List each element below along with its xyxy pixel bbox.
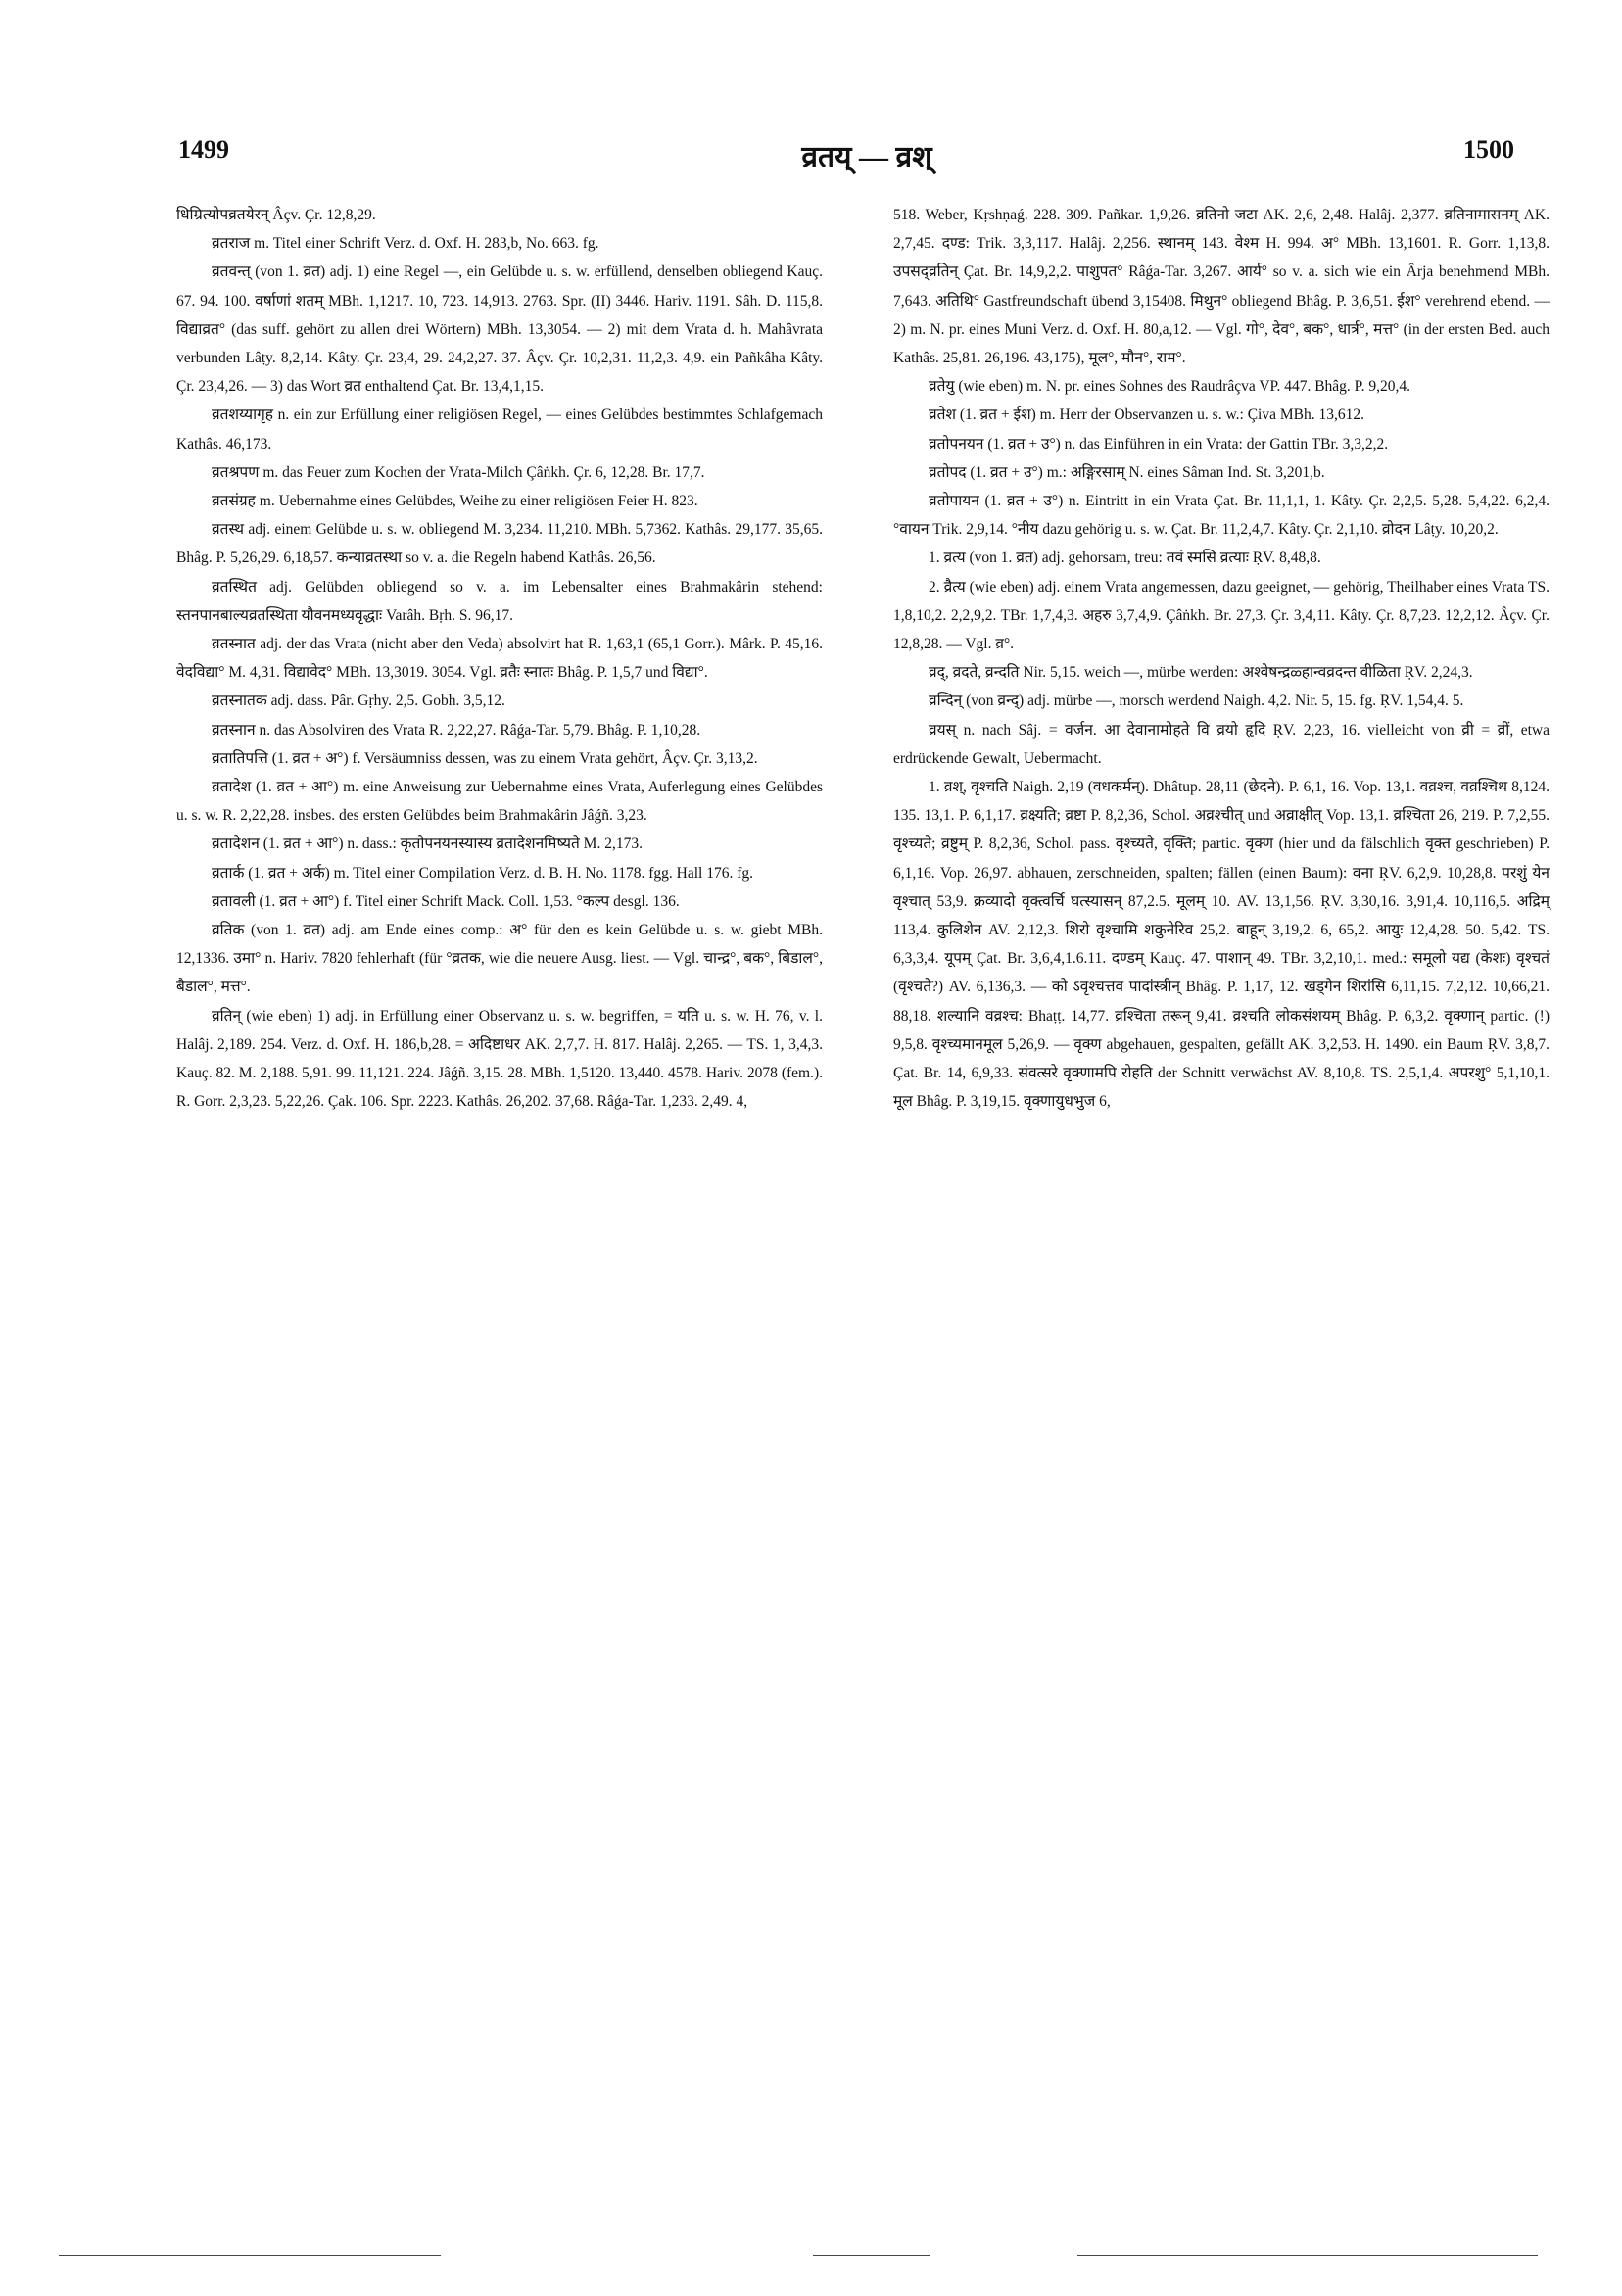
dictionary-entry: व्रद्, व्रदते, व्रन्दति Nir. 5,15. weich —, mürbe werden: अश्वेषन्द्र‌ळ्हान्वव्रदन्त वीळिता ṚV. 2,24,3.: [929, 664, 1473, 682]
dictionary-entry: व्रतादेशन (1. व्रत + आ°) n. dass.: कृतोपनयनस्यास्य व्रतादेशनमिष्यते M. 2,173.: [212, 836, 643, 853]
left-column: [176, 201, 823, 1117]
dictionary-entry: व्रतोपनयन (1. व्रत + उ°) n. das Einführen in ein Vrata: der Gattin TBr. 3,3,2,2.: [929, 435, 1389, 453]
dictionary-entry: व्रतस्नातक adj. dass. Pâr. Gṛhy. 2,5. Gobh. 3,5,12.: [212, 693, 505, 710]
dictionary-entry: व्रतेश (1. व्रत + ईश) m. Herr der Observanzen u. s. w.: Çiva MBh. 13,612.: [929, 407, 1364, 424]
dictionary-entry: व्रतस्नात adj. der das Vrata (nicht aber den Veda) absolvirt hat R. 1,63,1 (65,1 Gorr.). Mârk. P. 45,16. वेदविद्या° M. 4,31. विद्यावेद° MBh. 13,3019. 3054. Vgl. व्रतैः स्नातः Bhâg. P. 1,5,7 und विद्या°.: [176, 636, 823, 682]
left-page-number: 1499: [178, 135, 229, 164]
dictionary-entry: 1. व्रश्, वृश्चति Naigh. 2,19 (वधकर्मन्). Dhâtup. 28,11 (छेदने). P. 6,1, 16. Vop. 13,1. वव्रश्च, वव्रश्चिथ 8,124. 135. 13,1. P. 6,1,17. व्रक्ष्यति; व्रष्टा P. 8,2,36, Schol. अव्रश्चीत् und अव्राक्षीत् Vop. 13,1. व्रश्चिता 26, 219. P. 7,2,55. वृश्च्यते; व्रष्टुम् P. 8,2,36, Schol. pass. वृश्च्यते, वृक्ति; partic. वृक्ण (hier und da fälschlich वृक्त geschrieben) P. 6,1,16. Vop. 26,97. abhauen, zerschneiden, spalten; fällen (einen Baum): वना ṚV. 6,2,9. 10,28,8. परशुं येन वृश्चात् 53,9. क्रव्यादो वृक्त्वर्चि घत्स्यासन् 87,2.5. मूलम् 10. AV. 13,1,56. ṚV. 3,30,16. 3,91,4. 10,116,5. अद्रिम् 113,4. कुलिशेन AV. 2,12,3. शिरो वृश्चामि शकुनेरिव 25,2. बाहून् 3,19,2. 6, 65,2. आयुः 12,4,28. 50. 5,42. TS. 6,3,3,4. यूपम् Çat. Br. 3,6,4,1.6.11. दण्डम् Kauç. 47. पाशान् 49. TBr. 3,2,10,1. med.: समूलो यद्य (केशः) वृश्चतं (वृश्चते?) AV. 6,136,3. — को ऽवृश्चत्तव पादांस्त्रीन् Bhâg. P. 1,17, 12. खड्गेन शिरांसि 6,11,15. 7,2,12. 10,66,21. 88,18. शल्यानि वव्रश्च: Bhaṭṭ. 14,77. व्रश्चिता तरून् 9,41. व्रश्चति लोकसंशयम् Bhâg. P. 6,3,2. वृक्णान् partic. (!) 9,5,8. वृश्च्यमानमूल 5,26,9. — वृक्ण abgehauen, gespalten, gefällt AK. 3,2,53. H. 1490. ein Baum ṚV. 3,8,7. Çat. Br. 14, 6,9,33. संवत्सरे वृक्णामपि रोहति der Schnitt verwächst AV. 8,10,8. TS. 2,5,1,4. अपरशु° 5,1,10,1. मूल Bhâg. P. 3,19,15. वृक्णायुधभुज 6,: [893, 779, 1550, 1111]
dictionary-entry: व्रयस् n. nach Sâj. = वर्जन. आ देवानामोहते वि व्रयो हृदि ṚV. 2,23, 16. vielleicht von व्री = व्रीं, etwa erdrückende Gewalt, Uebermacht.: [893, 721, 1550, 767]
right-column: [893, 201, 1550, 1117]
dictionary-entry: व्रतसंग्रह m. Uebernahme eines Gelübdes, Weihe zu einer religiösen Feier H. 823.: [212, 493, 698, 510]
footer-rule: [1077, 2255, 1538, 2256]
dictionary-entry: व्रतस्नान n. das Absolviren des Vrata R. 2,22,27. Râǵa-Tar. 5,79. Bhâg. P. 1,10,28.: [212, 721, 701, 739]
dictionary-entry: व्रतश्रपण m. das Feuer zum Kochen der Vrata-Milch Çâṅkh. Çr. 6, 12,28. Br. 17,7.: [212, 463, 705, 481]
dictionary-entry: व्रतोपद (1. व्रत + उ°) m.: अङ्गिरसाम् N. eines Sâman Ind. St. 3,201,b.: [929, 463, 1325, 481]
footer-rule: [59, 2255, 441, 2256]
dictionary-entry: व्रतस्थ adj. einem Gelübde u. s. w. obliegend M. 3,234. 11,210. MBh. 5,7362. Kathâs. 29,177. 35,65. Bhâg. P. 5,26,29. 6,18,57. कन्याव्रतस्था so v. a. die Regeln habend Kathâs. 26,56.: [176, 521, 823, 567]
dictionary-entry: 1. व्रत्य (von 1. व्रत) adj. gehorsam, treu: तवं स्मसि व्रत्याः ṚV. 8,48,8.: [929, 550, 1321, 567]
dictionary-entry: व्रतस्थित adj. Gelübden obliegend so v. a. im Lebensalter eines Brahmakârin stehend: स्तनपानबाल्यव्रतस्थिता यौवनमध्यवृद्धाः Varâh. Bṛh. S. 96,17.: [176, 578, 823, 624]
dictionary-entry: व्रतातिपत्ति (1. व्रत + अ°) f. Versäumniss dessen, was zu einem Vrata gehört, Âçv. Çr. 3,13,2.: [212, 749, 758, 767]
dictionary-entry: व्रतार्क (1. व्रत + अर्क) m. Titel einer Compilation Verz. d. B. H. No. 1178. fgg. Hall 176. fg.: [212, 864, 754, 882]
page-header-title: व्रतय् — व्रश्: [801, 141, 932, 173]
dictionary-entry: 518. Weber, Kṛshṇaǵ. 228. 309. Pañkar. 1,9,26. व्रतिनो जटा AK. 2,6, 2,48. Halâj. 2,377. व्रतिनामासनम् AK. 2,7,45. दण्ड: Trik. 3,3,117. Halâj. 2,256. स्थानम् 143. वेश्म H. 994. अ° MBh. 13,1601. R. Gorr. 1,13,8. उपसद्व्रतिन् Çat. Br. 14,9,2,2. पाशुपत° Râǵa-Tar. 3,267. आर्य° so v. a. sich wie ein Ârja benehmend MBh. 7,643. अतिथि° Gastfreundschaft übend 3,15408. मिथुन° obliegend Bhâg. P. 3,6,51. ईश° verehrend ebend. — 2) m. N. pr. eines Muni Verz. d. Oxf. H. 80,a,12. — Vgl. गो°, देव°, बक°, धार्त्र°, मत्त° (in der ersten Bed. auch Kathâs. 25,81. 26,196. 43,175), मूल°, मौन°, राम°.: [893, 207, 1550, 367]
dictionary-entry: व्रतावली (1. व्रत + आ°) f. Titel einer Schrift Mack. Coll. 1,53. °कल्प desgl. 136.: [212, 892, 680, 910]
dictionary-entry: व्रतेयु (wie eben) m. N. pr. eines Sohnes des Raudrâçva VP. 447. Bhâg. P. 9,20,4.: [929, 378, 1410, 396]
dictionary-entry: धिम्रित्योपव्रतयेरन् Âçv. Çr. 12,8,29.: [176, 207, 376, 223]
dictionary-entry: व्रतादेश (1. व्रत + आ°) m. eine Anweisung zur Uebernahme eines Vrata, Auferlegung eines Gelübdes u. s. w. R. 2,22,28. insbes. des ersten Gelübdes beim Brahmakârin Jâǵñ. 3,23.: [176, 779, 823, 825]
dictionary-entry: व्रतराज m. Titel einer Schrift Verz. d. Oxf. H. 283,b, No. 663. fg.: [212, 235, 599, 253]
dictionary-entry: व्रन्दिन् (von व्रन्द्) adj. mürbe —, morsch werdend Naigh. 4,2. Nir. 5, 15. fg. ṚV. 1,54,4. 5.: [929, 693, 1464, 710]
dictionary-entry: व्रतशय्यागृह n. ein zur Erfüllung einer religiösen Regel, — eines Gelübdes bestimmtes Schlafgemach Kathâs. 46,173.: [176, 407, 823, 453]
dictionary-entry: व्रतोपायन (1. व्रत + उ°) n. Eintritt in ein Vrata Çat. Br. 11,1,1, 1. Kâty. Çr. 2,2,5. 5,28. 5,4,22. 6,2,4. °वायन Trik. 2,9,14. °नीय dazu gehörig u. s. w. Çat. Br. 11,2,4,7. Kâty. Çr. 2,1,10. व्रोदन Lâṭy. 10,20,2.: [893, 493, 1550, 539]
dictionary-entry: व्रतवन्त् (von 1. व्रत) adj. 1) eine Regel —, ein Gelübde u. s. w. erfüllend, denselben obliegend Kauç. 67. 94. 100. वर्षाणां शतम् MBh. 1,1217. 10, 723. 14,913. 2763. Spr. (II) 3446. Hariv. 1191. Sâh. D. 115,8. विद्याव्रत° (das suff. gehört zu allen drei Wörtern) MBh. 13,3054. — 2) mit dem Vrata d. h. Mahâvrata verbunden Lâṭy. 8,2,14. Kâty. Çr. 23,4, 29. 24,2,27. 37. Âçv. Çr. 10,2,31. 11,2,3. 4,9. ein Pañkâha Kâty. Çr. 23,4,26. — 3) das Wort व्रत enthaltend Çat. Br. 13,4,1,15.: [176, 263, 823, 396]
dictionary-entry: व्रतिक (von 1. व्रत) adj. am Ende eines comp.: अ° für den es kein Gelübde u. s. w. giebt MBh. 12,1336. उमा° n. Hariv. 7820 fehlerhaft (für °व्रतक, wie die neuere Ausg. liest. — Vgl. चान्द्र°, बक°, बिडाल°, बैडाल°, मत्त°.: [176, 922, 823, 996]
dictionary-entry: व्रतिन् (wie eben) 1) adj. in Erfüllung einer Observanz u. s. w. begriffen, = यति u. s. w. H. 76, v. l. Halâj. 2,189. 254. Verz. d. Oxf. H. 186,b,28. = अदिष्टाधर AK. 2,7,7. H. 817. Halâj. 2,265. — TS. 1, 3,4,3. Kauç. 82. M. 2,188. 5,91. 99. 11,121. 224. Jâǵñ. 3,15. 28. MBh. 1,5120. 13,440. 4578. Hariv. 2078 (fem.). R. Gorr. 2,3,23. 5,22,26. Çak. 106. Spr. 2223. Kathâs. 26,202. 37,68. Râǵa-Tar. 1,233. 2,49. 4,: [176, 1007, 823, 1111]
right-page-number: 1500: [1463, 135, 1514, 164]
dictionary-entry: 2. व्रैत्य (wie eben) adj. einem Vrata angemessen, dazu geeignet, — gehörig, Theilhaber eines Vrata TS. 1,8,10,2. 2,2,9,2. TBr. 1,7,4,3. अहरु 3,7,4,9. Çâṅkh. Br. 27,3. Çr. 3,4,11. Kâty. Çr. 8,7,23. 12,2,12. Âçv. Çr. 12,8,28. — Vgl. व्र°.: [893, 578, 1550, 653]
footer-rule: [813, 2255, 930, 2256]
